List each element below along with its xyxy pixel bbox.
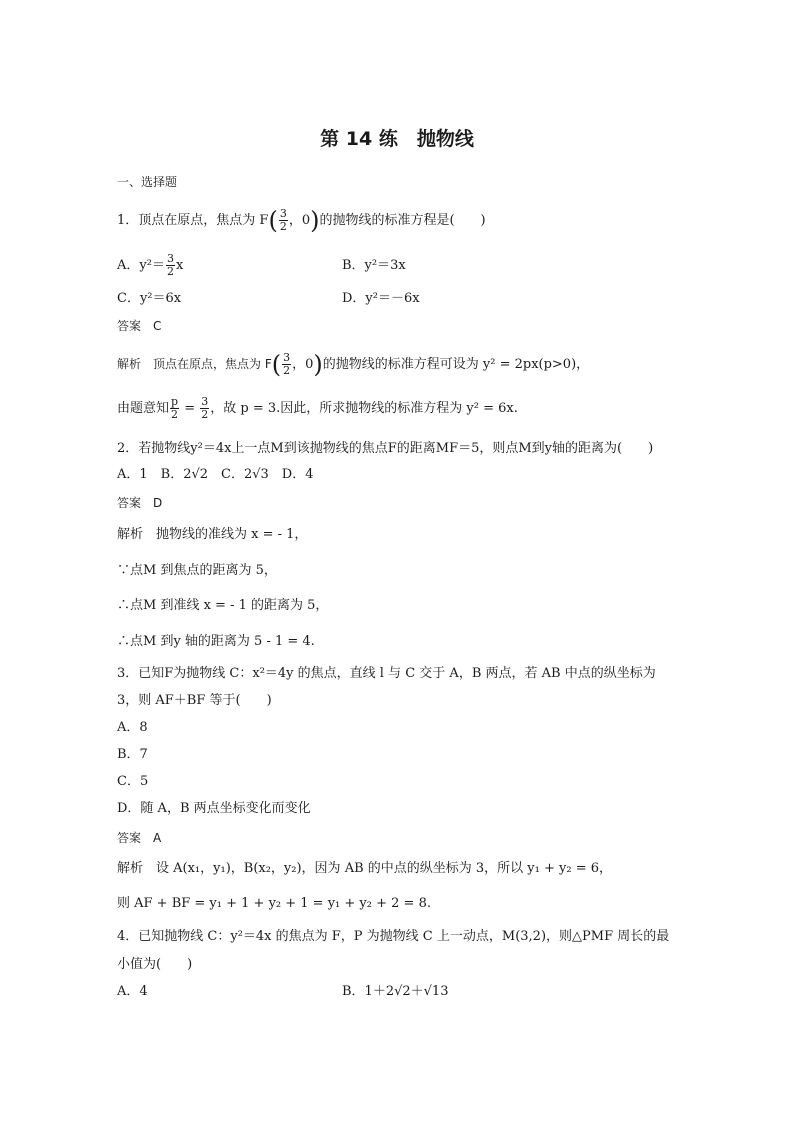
q2-explanation-line: ∴点M 到准线 x = - 1 的距离为 5，	[117, 598, 329, 613]
q1-option-c: C．y²＝6x	[117, 291, 182, 306]
q1-p-fraction: $\frac{p}{2}$	[171, 395, 179, 421]
q1-focus-y: ，0	[288, 213, 311, 228]
q2-explanation-line: ∵点M 到焦点的距离为 5，	[117, 563, 277, 578]
q2-options: A．1 B．2√2 C．2√3 D．4	[117, 467, 314, 482]
page-title: 第 14 练 抛物线	[320, 128, 474, 150]
q1-stem-text: 1．顶点在原点，焦点为 F	[117, 213, 269, 228]
q3-answer: 答案 A	[117, 831, 162, 845]
q1-option-b: B．y²＝3x	[342, 258, 406, 273]
q1-stem-tail: 的抛物线的标准方程是( )	[319, 213, 486, 228]
q1-option-a-fraction: $\frac{3}{2}$	[166, 252, 174, 278]
q3-stem-line1: 3．已知F为抛物线 C：x²＝4y 的焦点，直线 l 与 C 交于 A，B 两点，若 AB 中点的纵坐标为	[117, 666, 656, 681]
q2-explanation-line: 解析 抛物线的准线为 x = - 1，	[117, 527, 308, 542]
section-heading: 一、选择题	[117, 175, 178, 189]
q3-option-c: C．5	[117, 774, 149, 789]
q1-explanation-line2: 由题意知 $\frac{p}{2}$ = $\frac{3}{2}$ ，故 p = 3.因此，所求抛物线的标准方程为 y² = 6x.	[117, 395, 518, 421]
q3-explanation-line2: 则 AF + BF = y₁ + 1 + y₂ + 1 = y₁ + y₂ + 2 = 8.	[117, 896, 431, 911]
q1-focus-fraction: $\frac{3}{2}$	[279, 207, 287, 233]
q4-stem-line2: 小值为( )	[117, 957, 193, 972]
q4-option-b: B．1＋2√2＋√13	[342, 984, 449, 999]
q3-option-a: A．8	[117, 720, 148, 735]
q1-answer: 答案 C	[117, 319, 162, 333]
q4-option-a: A．4	[117, 984, 148, 999]
q1-three-halves-fraction: $\frac{3}{2}$	[201, 395, 209, 421]
q3-option-b: B．7	[117, 747, 148, 762]
q2-answer: 答案 D	[117, 496, 163, 510]
q3-stem-line2: 3，则 AF＋BF 等于( )	[117, 693, 272, 708]
q3-explanation-line1: 解析 设 A(x₁，y₁)，B(x₂，y₂)，因为 AB 的中点的纵坐标为 3，所以 y₁ + y₂ = 6，	[117, 861, 612, 876]
q1-option-d: D．y²＝－6x	[342, 291, 420, 306]
q4-stem-line1: 4．已知抛物线 C：y²＝4x 的焦点为 F，P 为抛物线 C 上一动点，M(3,2)，则△PMF 周长的最	[117, 929, 670, 944]
q1-option-a: A．y²＝ $\frac{3}{2}$ x	[117, 252, 184, 278]
q1-explanation-line1: 解析 顶点在原点，焦点为 F( $\frac{3}{2}$ ，0)的抛物线的标准方程可设为 y² = 2px(p>0)，	[117, 350, 590, 379]
q2-stem: 2．若抛物线y²＝4x上一点M到该抛物线的焦点F的距离MF＝5，则点M到y轴的距离为( )	[117, 441, 654, 456]
q1-stem: 1．顶点在原点，焦点为 F( $\frac{3}{2}$ ，0)的抛物线的标准方程是( )	[117, 206, 486, 235]
q2-explanation-line: ∴点M 到y 轴的距离为 5 - 1 = 4.	[117, 634, 315, 649]
q1-expl-focus-fraction: $\frac{3}{2}$	[283, 351, 291, 377]
q3-option-d: D．随 A，B 两点坐标变化而变化	[117, 801, 311, 816]
